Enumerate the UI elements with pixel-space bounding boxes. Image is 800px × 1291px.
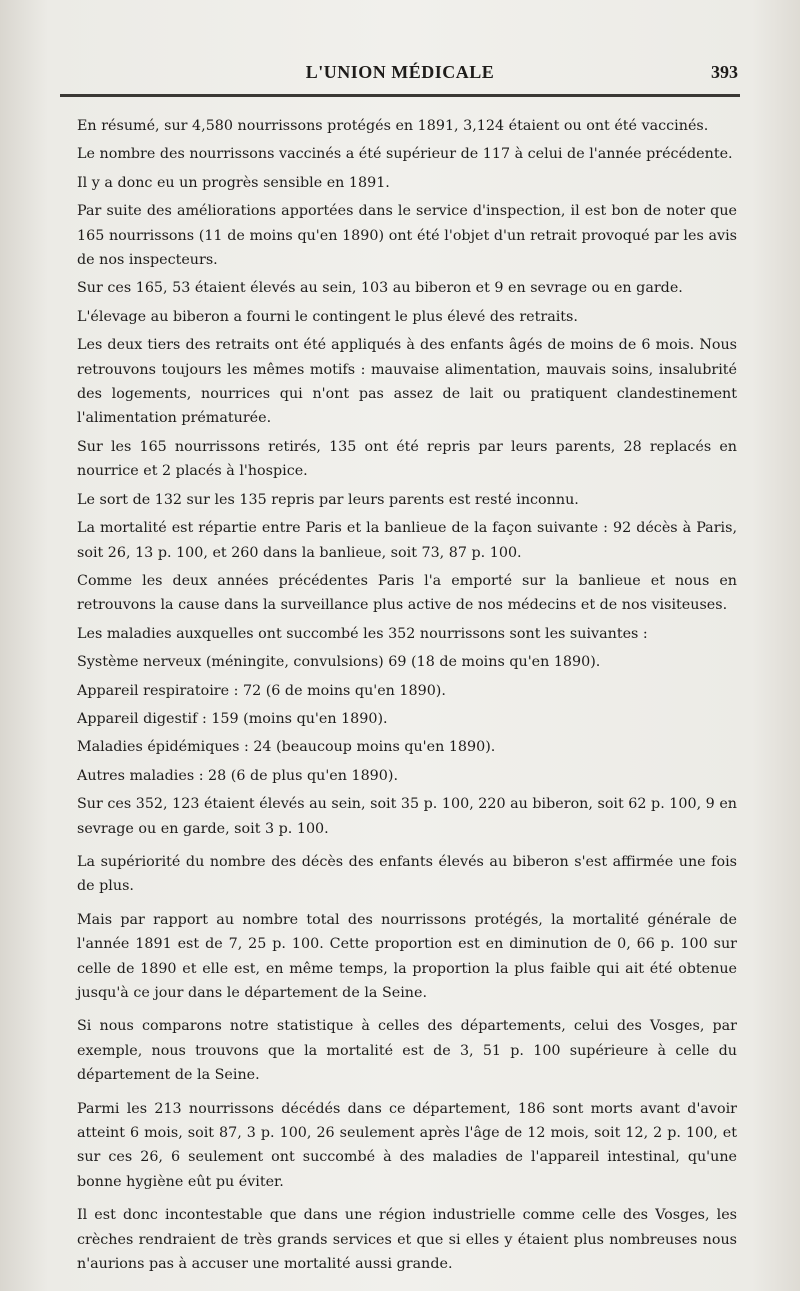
paragraph: Il y a donc eu un progrès sensible en 1891. <box>77 174 390 191</box>
paragraph: Le nombre des nourrissons vaccinés a été supérieur de 117 à celui de l'année précédente. <box>77 146 733 163</box>
list-item: Appareil respiratoire : 72 (6 de moins qu'en 1890). <box>77 682 446 699</box>
paragraph: L'élevage au biberon a fourni le contingent le plus élevé des retraits. <box>77 308 578 325</box>
paragraph: Sur ces 352, 123 étaient élevés au sein, soit 35 p. 100, 220 au biberon, soit 62 p. 100, 9 en sevrage ou en garde, soit 3 p. 100. <box>77 796 737 837</box>
paragraph: Par suite des améliorations apportées dans le service d'inspection, il est bon de noter que 165 nourrissons (11 de moins qu'en 1890) ont été l'objet d'un retrait provoqué par les avis de nos inspecteurs. <box>77 203 737 269</box>
list-item: Autres maladies : 28 (6 de plus qu'en 1890). <box>77 767 398 784</box>
page-number: 393 <box>711 62 738 82</box>
paragraph: Sur les 165 nourrissons retirés, 135 ont été repris par leurs parents, 28 replacés en nourrice et 2 placés à l'hospice. <box>77 438 737 480</box>
paragraph: Si nous comparons notre statistique à celles des départements, celui des Vosges, par exemple, nous trouvons que la mortalité est de 3, 51 p. 100 supérieure à celle du département de la Seine. <box>77 1018 737 1084</box>
paragraph: La supériorité du nombre des décès des enfants élevés au biberon s'est affirmée une fois de plus. <box>77 853 737 895</box>
list-item: Appareil digestif : 159 (moins qu'en 1890). <box>77 710 388 727</box>
paragraph: Les deux tiers des retraits ont été appliqués à des enfants âgés de moins de 6 mois. Nous retrouvons toujours les mêmes motifs : mauvaise alimentation, mauvais soins, insalubrité des logements, nourrices qui n'ont pas assez de lait ou pratiquent clandestinement l'alimentation prématurée. <box>77 337 737 427</box>
paragraph: Le sort de 132 sur les 135 repris par leurs parents est resté inconnu. <box>77 491 579 508</box>
paragraph: Les maladies auxquelles ont succombé les 352 nourrissons sont les suivantes : <box>77 625 648 642</box>
paragraph: En résumé, sur 4,580 nourrissons protégés en 1891, 3,124 étaient ou ont été vaccinés. <box>77 118 709 134</box>
paragraph: Sur ces 165, 53 étaient élevés au sein, 103 au biberon et 9 en sevrage ou en garde. <box>77 280 683 297</box>
list-item: Système nerveux (méningite, convulsions) 69 (18 de moins qu'en 1890). <box>77 654 601 671</box>
paragraph: La mortalité est répartie entre Paris et la banlieue de la façon suivante : 92 décès à Paris, soit 26, 13 p. 100, et 260 dans la banlieue, soit 73, 87 p. 100. <box>77 520 737 561</box>
header-rule <box>60 94 740 97</box>
running-header <box>0 58 800 88</box>
list-item: Maladies épidémiques : 24 (beaucoup moins qu'en 1890). <box>77 739 496 756</box>
paragraph: Parmi les 213 nourrissons décédés dans ce département, 186 sont morts avant d'avoir atteint 6 mois, soit 87, 3 p. 100, 26 seulement après l'âge de 12 mois, soit 12, 2 p. 100, et sur ces 26, 6 seulement ont succombé à des maladies de l'appareil intestinal, qu'une bonne hygiène eût pu éviter. <box>77 1100 737 1190</box>
paragraph: Comme les deux années précédentes Paris l'a emporté sur la banlieue et nous en retrouvons la cause dans la surveillance plus active de nos médecins et de nos visiteuses. <box>77 572 737 614</box>
paragraph: Il est donc incontestable que dans une région industrielle comme celle des Vosges, les crèches rendraient de très grands services et que si elles y étaient plus nombreuses nous n'aurions pas à accuser une mortalité aussi grande. <box>77 1207 737 1273</box>
journal-title: L'UNION MÉDICALE <box>305 62 495 82</box>
article-body <box>77 114 737 1280</box>
paragraph: Mais par rapport au nombre total des nourrissons protégés, la mortalité générale de l'année 1891 est de 7, 25 p. 100. Cette proportion est en diminution de 0, 66 p. 100 sur celle de 1890 et elle est, en même temps, la proportion la plus faible qui ait été obtenue jusqu'à ce jour dans le département de la Seine. <box>77 911 737 1001</box>
